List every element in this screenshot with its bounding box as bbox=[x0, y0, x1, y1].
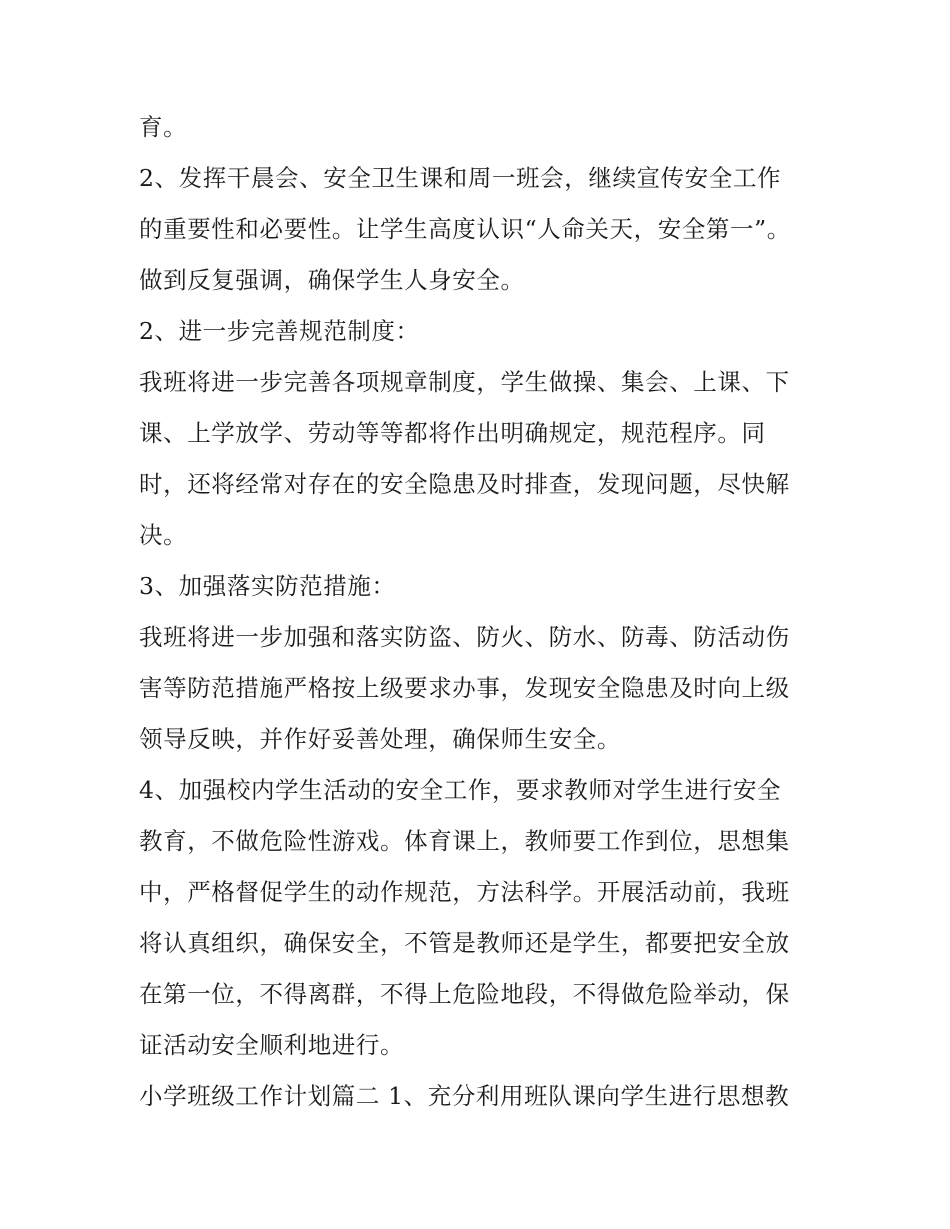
section-heading: 3、加强落实防范措施： bbox=[139, 572, 396, 600]
section-heading: 2、进一步完善规范制度： bbox=[139, 317, 420, 345]
text-line: 2、发挥干晨会、安全卫生课和周一班会，继续宣传安全工作 bbox=[139, 164, 782, 192]
text-line: 我班将进一步完善各项规章制度，学生做操、集会、上课、下 bbox=[139, 368, 790, 396]
text-line: 时，还将经常对存在的安全隐患及时排查，发现问题，尽快解 bbox=[139, 470, 790, 498]
text-line: 证活动安全顺利地进行。 bbox=[139, 1031, 405, 1059]
text-line: 的重要性和必要性。让学生高度认识“人命关天，安全第一”。 bbox=[139, 215, 791, 243]
text-line: 4、加强校内学生活动的安全工作，要求教师对学生进行安全 bbox=[139, 776, 782, 804]
text-line: 领导反映，并作好妥善处理，确保师生安全。 bbox=[139, 725, 621, 753]
document-body bbox=[139, 102, 819, 1122]
text-line: 在第一位，不得离群，不得上危险地段，不得做危险举动，保 bbox=[139, 980, 790, 1008]
text-line: 中，严格督促学生的动作规范，方法科学。开展活动前，我班 bbox=[139, 878, 790, 906]
text-line: 课、上学放学、劳动等等都将作出明确规定，规范程序。同 bbox=[139, 419, 766, 447]
text-line: 教育，不做危险性游戏。体育课上，教师要工作到位，思想集 bbox=[139, 827, 790, 855]
text-line: 决。 bbox=[139, 521, 188, 549]
text-line: 小学班级工作计划篇二 1、充分利用班队课向学生进行思想教 bbox=[139, 1082, 790, 1110]
text-line: 将认真组织，确保安全，不管是教师还是学生，都要把安全放 bbox=[139, 929, 790, 957]
text-line: 做到反复强调，确保学生人身安全。 bbox=[139, 266, 525, 294]
text-line: 育。 bbox=[139, 113, 188, 141]
text-line: 害等防范措施严格按上级要求办事，发现安全隐患及时向上级 bbox=[139, 674, 790, 702]
text-line: 我班将进一步加强和落实防盗、防火、防水、防毒、防活动伤 bbox=[139, 623, 790, 651]
